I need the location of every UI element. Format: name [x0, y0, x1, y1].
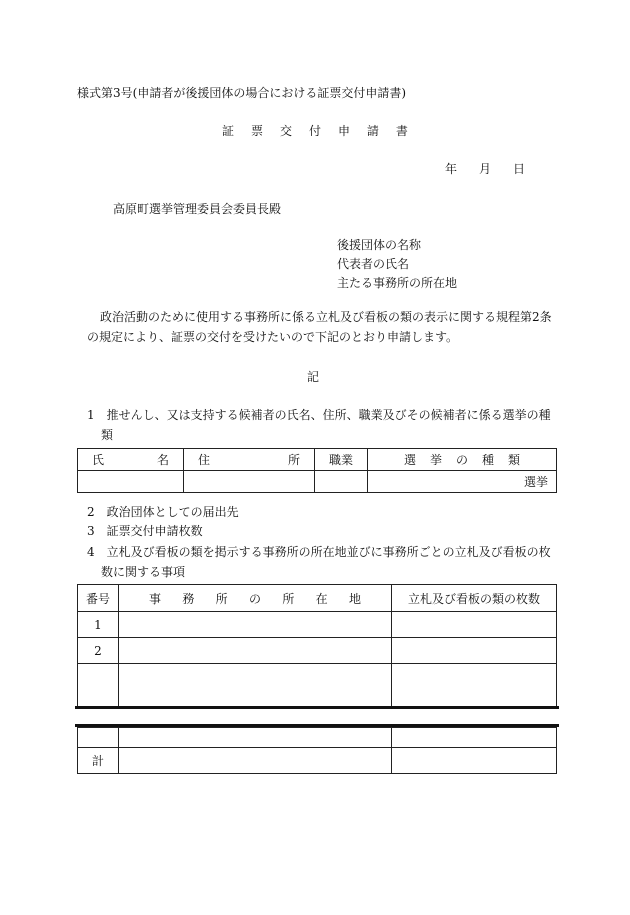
table-row: [78, 471, 557, 493]
cell-location-total[interactable]: [119, 748, 392, 774]
applicant-office-address: 主たる事務所の所在地: [337, 276, 458, 290]
row-number: [78, 728, 119, 748]
item-4: 4 立札及び看板の類を掲示する事務所の所在地並びに事務所ごとの立札及び看板の枚数に関する事項: [87, 545, 551, 579]
candidate-table: [77, 448, 557, 493]
recipient: 高原町選挙管理委員会委員長殿: [113, 202, 282, 216]
header-sign-count: 立札及び看板の類の枚数: [392, 585, 557, 612]
ki-heading: 記: [307, 370, 320, 384]
cell-count[interactable]: [392, 664, 557, 708]
date-month: 月: [478, 162, 491, 176]
form-number: 様式第3号(申請者が後援団体の場合における証票交付申請書): [77, 86, 407, 100]
cell-count-total[interactable]: [392, 748, 557, 774]
header-occupation: 職業: [315, 449, 368, 471]
office-table: [77, 584, 557, 708]
cell-name[interactable]: [78, 471, 184, 493]
header-office-location: 事 務 所 の 所 在 地: [119, 585, 392, 612]
row-number: 2: [78, 638, 119, 664]
table-row: [78, 612, 557, 638]
table-row: [78, 638, 557, 664]
date-line: [445, 160, 525, 177]
application-statement: 政治活動のために使用する事務所に係る立札及び看板の類の表示に関する規程第2条の規定により、証票の交付を受けたいので下記のとおり申請します。: [87, 310, 552, 344]
cell-address[interactable]: [184, 471, 315, 493]
header-number: 番号: [78, 585, 119, 612]
cell-count[interactable]: [392, 612, 557, 638]
applicant-representative: 代表者の氏名: [337, 257, 410, 271]
cell-location[interactable]: [119, 612, 392, 638]
header-name: 氏 名: [78, 449, 184, 471]
office-table-continued: [77, 727, 557, 774]
date-day: 日: [512, 162, 525, 176]
break-line-top: [75, 706, 559, 709]
item-3: 3 証票交付申請枚数: [87, 524, 203, 538]
applicant-group-name: 後援団体の名称: [337, 238, 422, 252]
cell-location[interactable]: [119, 664, 392, 708]
total-label: 計: [78, 748, 119, 774]
cell-occupation[interactable]: [315, 471, 368, 493]
cell-location[interactable]: [119, 638, 392, 664]
cell-count[interactable]: [392, 728, 557, 748]
date-year: 年: [445, 162, 458, 176]
table-row: [78, 449, 557, 471]
cell-location[interactable]: [119, 728, 392, 748]
table-row: [78, 664, 557, 708]
form-title: 証 票 交 付 申 請 書: [222, 124, 408, 138]
table-row: [78, 728, 557, 748]
header-address: 住 所: [184, 449, 315, 471]
table-row: [78, 748, 557, 774]
item-1: 1 推せんし、又は支持する候補者の氏名、住所、職業及びその候補者に係る選挙の種類: [87, 408, 551, 442]
row-number: 1: [78, 612, 119, 638]
cell-count[interactable]: [392, 638, 557, 664]
table-row: [78, 585, 557, 612]
row-number: [78, 664, 119, 708]
header-election-type: 選 挙 の 種 類: [368, 449, 557, 471]
cell-election-type[interactable]: 選挙: [368, 471, 557, 493]
item-2: 2 政治団体としての届出先: [87, 505, 239, 519]
